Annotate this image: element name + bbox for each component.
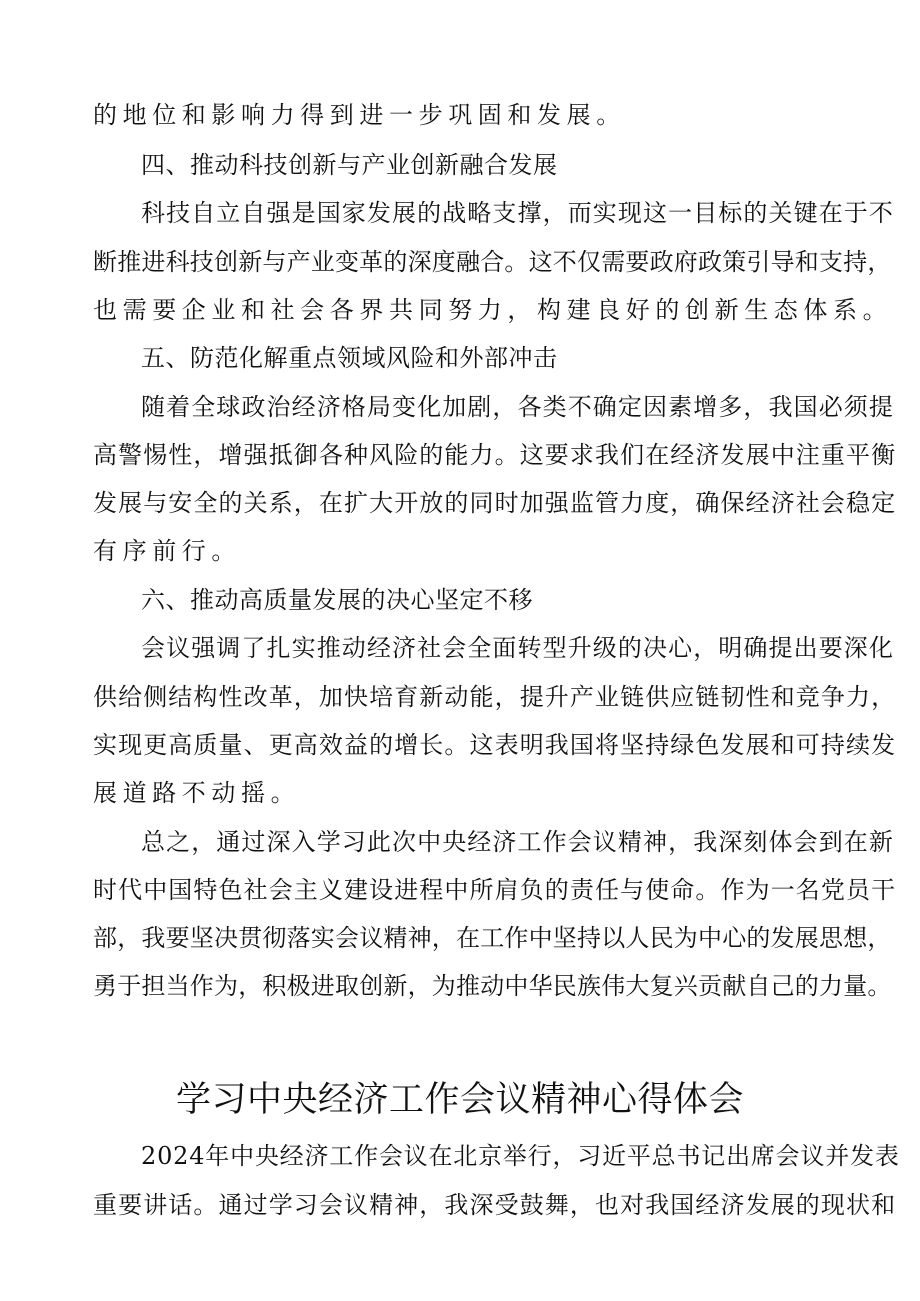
paragraph-line: 断推进科技创新与产业变革的深度融合。这不仅需要政府政策引导和支持， [93, 248, 892, 276]
paragraph-line: 的地位和影响力得到进一步巩固和发展。 [93, 101, 626, 129]
paragraph-line: 总之，通过深入学习此次中央经济工作会议精神，我深刻体会到在新 [141, 828, 894, 856]
paragraph-line: 科技自立自强是国家发展的战略支撑，而实现这一目标的关键在于不 [141, 199, 894, 227]
paragraph-line: 发展与安全的关系，在扩大开放的同时加强监管力度，确保经济社会稳定 [93, 489, 897, 517]
article-title: 学习中央经济工作会议精神心得体会 [175, 1080, 744, 1120]
paragraph-line: 2024年中央经济工作会议在北京举行，习近平总书记出席会议并发表 [141, 1142, 900, 1170]
paragraph-line: 高警惕性，增强抵御各种风险的能力。这要求我们在经济发展中注重平衡 [93, 441, 897, 469]
paragraph-line: 也需要企业和社会各界共同努力，构建良好的创新生态体系。 [93, 296, 893, 324]
section-heading-4: 四、推动科技创新与产业创新融合发展 [141, 151, 558, 179]
paragraph-line: 时代中国特色社会主义建设进程中所肩负的责任与使命。作为一名党员干 [93, 876, 897, 904]
paragraph-line: 勇于担当作为，积极进取创新，为推动中华民族伟大复兴贡献自己的力量。 [93, 972, 892, 1000]
paragraph-line: 实现更高质量、更高效益的增长。这表明我国将坚持绿色发展和可持续发 [93, 731, 897, 759]
paragraph-line: 会议强调了扎实推动经济社会全面转型升级的决心，明确提出要深化 [141, 634, 894, 662]
section-heading-6: 六、推动高质量发展的决心坚定不移 [141, 586, 533, 614]
paragraph-line: 重要讲话。通过学习会议精神，我深受鼓舞，也对我国经济发展的现状和 [93, 1191, 897, 1219]
paragraph-line: 展道路不动摇。 [93, 779, 301, 807]
paragraph-line: 供给侧结构性改革，加快培育新动能，提升产业链供应链韧性和竞争力， [93, 683, 897, 711]
paragraph-line: 有序前行。 [93, 537, 241, 565]
paragraph-line: 随着全球政治经济格局变化加剧，各类不确定因素增多，我国必须提 [141, 393, 894, 421]
section-heading-5: 五、防范化解重点领域风险和外部冲击 [141, 344, 558, 372]
paragraph-line: 部，我要坚决贯彻落实会议精神，在工作中坚持以人民为中心的发展思想， [93, 924, 892, 952]
